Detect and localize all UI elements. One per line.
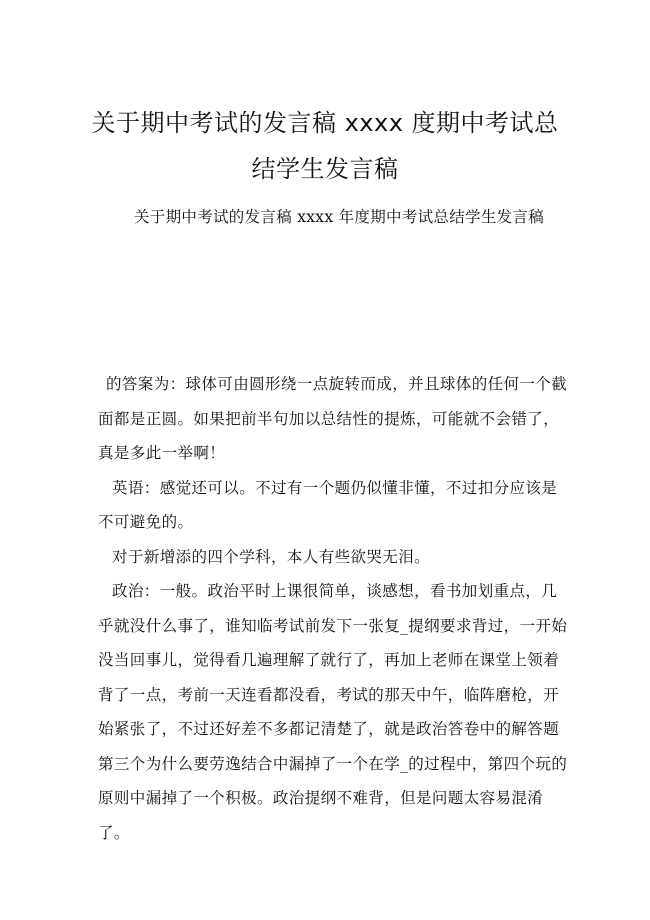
paragraph-politics: 政治：一般。政治平时上课很简单，谈感想，看书加划重点，几乎就没什么事了，谁知临考试前发下一张复_提纲要求背过，一开始没当回事儿，觉得看几遍理解了就行了，再加上老师在课堂上领着背了一点，考前一天连看都没看，考试的那天中午，临阵磨枪，开始紧张了，不过还好差不多都记清楚了，就是政治答卷中的解答题第三个为什么要劳逸结合中漏掉了一个在学_的过程中，第四个玩的原则中漏掉了一个积极。政治提纲不难背，但是问题太容易混淆了。 xyxy=(98,582,568,842)
document-title: 关于期中考试的发言稿 xxxx 度期中考试总结学生发言稿 xyxy=(91,109,559,183)
paragraph-new-subjects: 对于新增添的四个学科，本人有些欲哭无泪。 xyxy=(112,547,431,566)
document-body xyxy=(98,367,568,850)
document-subtitle: 关于期中考试的发言稿 xxxx 年度期中考试总结学生发言稿 xyxy=(134,208,545,226)
paragraph-answer: 的答案为：球体可由圆形绕一点旋转而成，并且球体的任何一个截面都是正圆。如果把前半句加以总结性的提炼，可能就不会错了，真是多此一举啊！ xyxy=(98,375,568,462)
paragraph-english: 英语：感觉还可以。不过有一个题仍似懂非懂，不过扣分应该是不可避免的。 xyxy=(98,478,558,531)
